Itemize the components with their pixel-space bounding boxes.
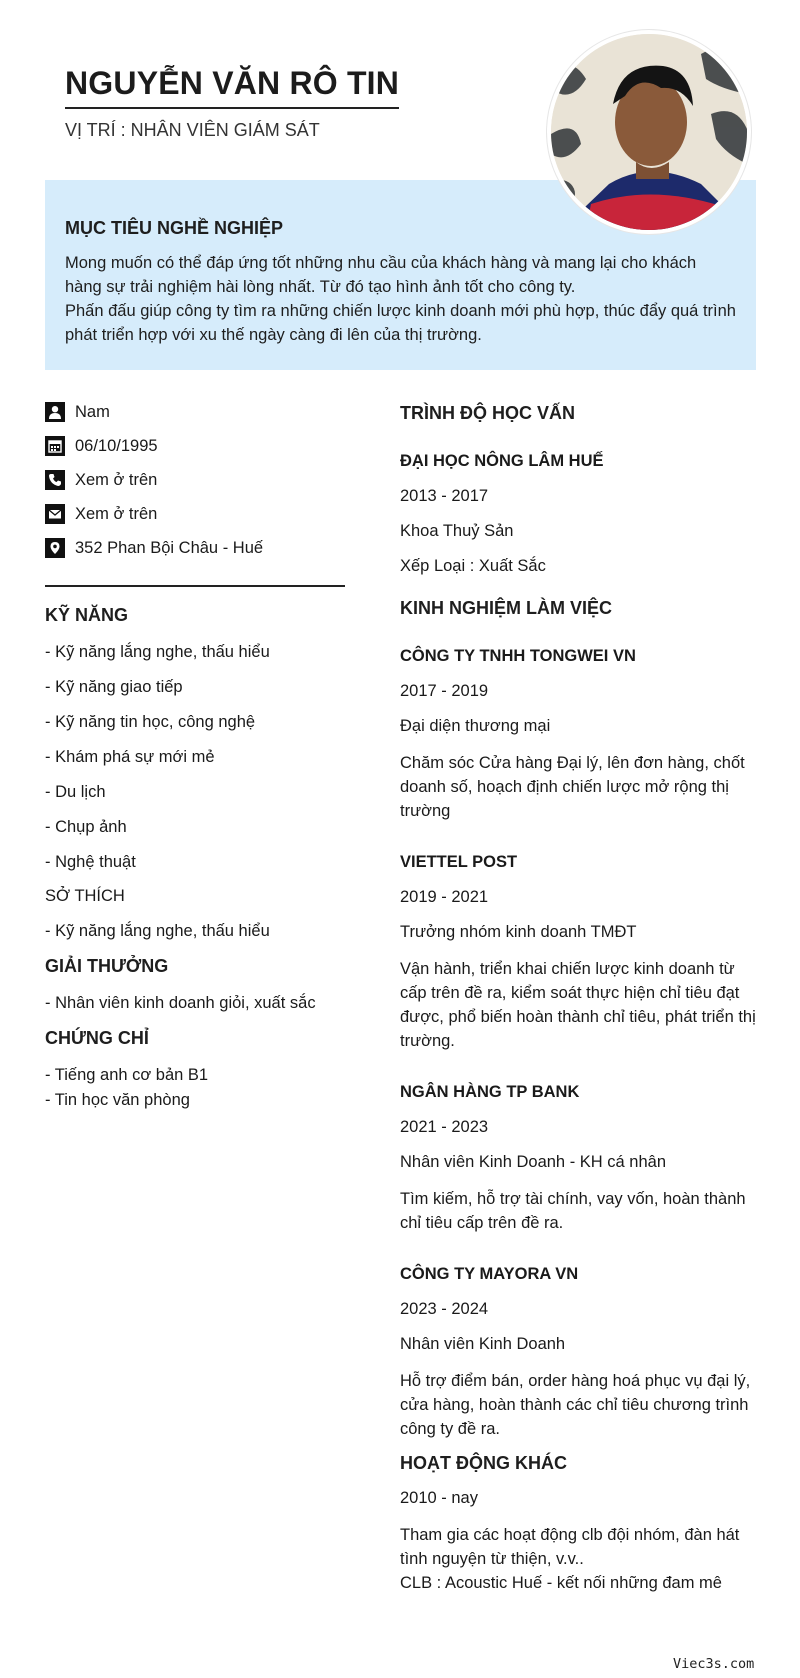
objective-paragraph: Mong muốn có thể đáp ứng tốt những nhu cầu của khách hàng và mang lại cho khách hàng sự trải nghiệm hài lòng nhất. Từ đó tạo hình ảnh tốt cho công ty.: [65, 254, 697, 296]
contact-email: [45, 497, 345, 531]
job-role: Đại diện thương mại: [400, 717, 551, 735]
email-text: Xem ở trên: [75, 504, 158, 523]
list-item: - Khám phá sự mới mẻ: [45, 748, 215, 766]
calendar-icon: [45, 436, 65, 456]
left-column: [45, 395, 345, 1115]
skills-title: KỸ NĂNG: [45, 605, 129, 625]
skills-list: [45, 642, 345, 872]
location-pin-icon: [45, 538, 65, 558]
education-title: TRÌNH ĐỘ HỌC VẤN: [400, 403, 575, 423]
job-entry: [400, 1083, 760, 1235]
mail-icon: [45, 504, 65, 524]
phone-icon: [45, 470, 65, 490]
contact-birthday: [45, 429, 345, 463]
gender-text: Nam: [75, 402, 110, 421]
company-name: CÔNG TY MAYORA VN: [400, 1265, 579, 1283]
candidate-name: NGUYỄN VĂN RÔ TIN: [65, 66, 399, 109]
activities-years: 2010 - nay: [400, 1489, 478, 1507]
school-name: ĐẠI HỌC NÔNG LÂM HUẾ: [400, 452, 604, 470]
company-name: CÔNG TY TNHH TONGWEI VN: [400, 647, 636, 665]
birthday-text: 06/10/1995: [75, 436, 158, 455]
education-grade: Xếp Loại : Xuất Sắc: [400, 557, 546, 575]
awards-title: GIẢI THƯỞNG: [45, 956, 169, 976]
job-description: Vận hành, triển khai chiến lược kinh doanh từ cấp trên đề ra, kiểm soát thực hiện chỉ tiêu đạt được, phổ biến hoàn thành chỉ tiêu, phát triển thị trường.: [400, 960, 756, 1050]
job-years: 2017 - 2019: [400, 682, 489, 700]
profile-photo: [547, 30, 751, 234]
right-column: [400, 403, 760, 1595]
list-item: - Kỹ năng tin học, công nghệ: [45, 713, 256, 731]
objective-title: MỤC TIÊU NGHỀ NGHIỆP: [65, 218, 284, 238]
job-position: VỊ TRÍ : NHÂN VIÊN GIÁM SÁT: [65, 120, 320, 140]
contact-gender: [45, 395, 345, 429]
contact-address: [45, 531, 345, 565]
job-role: Nhân viên Kinh Doanh - KH cá nhân: [400, 1153, 666, 1171]
contact-divider: [45, 585, 345, 587]
job-years: 2019 - 2021: [400, 888, 489, 906]
list-item: - Kỹ năng lắng nghe, thấu hiểu: [45, 922, 270, 940]
list-item: - Chụp ảnh: [45, 818, 127, 836]
watermark: Viec3s.com: [673, 1656, 755, 1672]
contact-phone: [45, 463, 345, 497]
education-years: 2013 - 2017: [400, 487, 489, 505]
job-entry: [400, 647, 760, 823]
job-entry: [400, 1265, 760, 1441]
activities-description: Tham gia các hoạt động clb đội nhóm, đàn hát tình nguyện từ thiện, v.v..: [400, 1526, 740, 1568]
job-years: 2023 - 2024: [400, 1300, 489, 1318]
job-description: Hỗ trợ điểm bán, order hàng hoá phục vụ đại lý, cửa hàng, hoàn thành các chỉ tiêu chương trình công ty đề ra.: [400, 1372, 751, 1438]
list-item: - Nghệ thuật: [45, 853, 136, 871]
list-item: - Tin học văn phòng: [45, 1091, 190, 1109]
job-role: Nhân viên Kinh Doanh: [400, 1335, 566, 1353]
certificates-title: CHỨNG CHỈ: [45, 1028, 149, 1048]
company-name: VIETTEL POST: [400, 853, 518, 871]
list-item: - Nhân viên kinh doanh giỏi, xuất sắc: [45, 994, 316, 1012]
list-item: - Kỹ năng lắng nghe, thấu hiểu: [45, 643, 270, 661]
phone-text: Xem ở trên: [75, 470, 158, 489]
list-item: - Tiếng anh cơ bản B1: [45, 1066, 209, 1084]
job-entry: [400, 853, 760, 1053]
education-major: Khoa Thuỷ Sản: [400, 522, 514, 540]
job-years: 2021 - 2023: [400, 1118, 489, 1136]
job-description: Chăm sóc Cửa hàng Đại lý, lên đơn hàng, chốt doanh số, hoạch định chiến lược mở rộng thị trường: [400, 754, 745, 820]
activities-club: CLB : Acoustic Huế - kết nối những đam mê: [400, 1574, 722, 1592]
experience-title: KINH NGHIỆM LÀM VIỆC: [400, 598, 613, 618]
company-name: NGÂN HÀNG TP BANK: [400, 1083, 580, 1101]
list-item: - Du lịch: [45, 783, 106, 801]
objective-text: [65, 251, 736, 347]
list-item: - Kỹ năng giao tiếp: [45, 678, 183, 696]
activities-title: HOẠT ĐỘNG KHÁC: [400, 1453, 567, 1473]
job-description: Tìm kiếm, hỗ trợ tài chính, vay vốn, hoàn thành chỉ tiêu cấp trên đề ra.: [400, 1190, 746, 1232]
person-icon: [45, 402, 65, 422]
hobbies-title: SỞ THÍCH: [45, 887, 125, 905]
objective-paragraph: Phấn đấu giúp công ty tìm ra những chiến lược kinh doanh mới phù hợp, thúc đẩy quá trình phát triển hợp với xu thế ngày càng đi lên của thị trường.: [65, 302, 736, 344]
address-text: 352 Phan Bội Châu - Huế: [75, 538, 264, 557]
job-role: Trưởng nhóm kinh doanh TMĐT: [400, 923, 637, 941]
